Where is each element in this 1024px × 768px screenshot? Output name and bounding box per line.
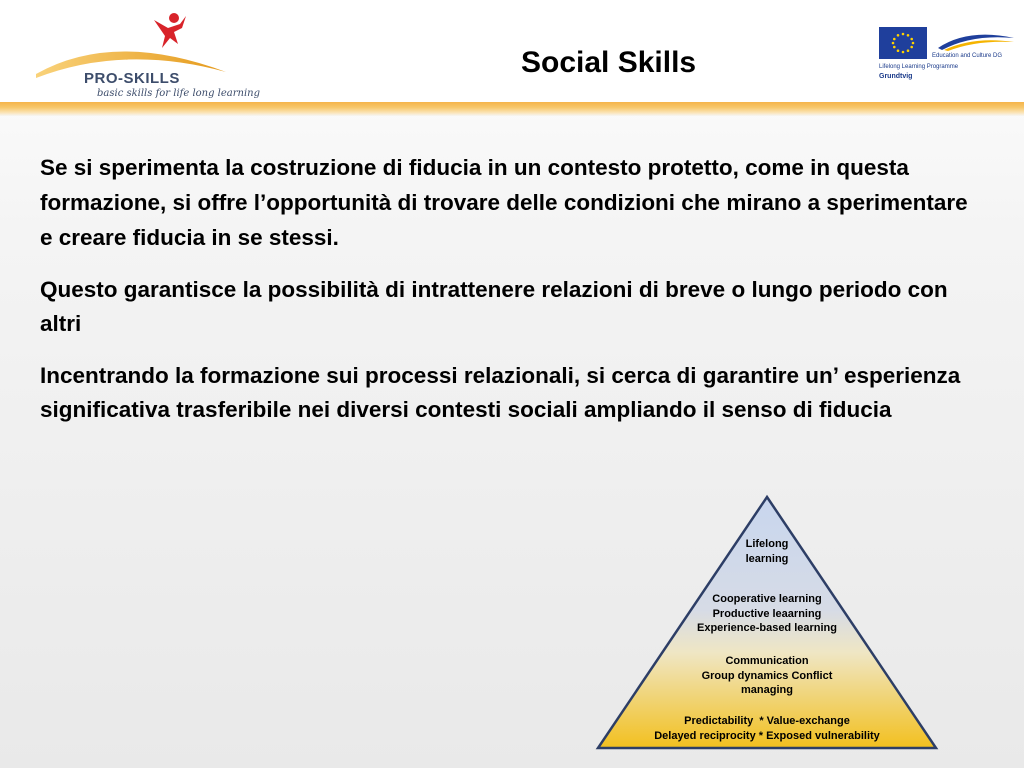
- learning-pyramid-diagram: [595, 494, 939, 752]
- pyramid-level-top: [595, 537, 939, 566]
- body-paragraph: Se si sperimenta la costruzione di fiducia in un contesto protetto, come in questa formazione, si offre l’opportunità di trovare delle condizioni che mirano a sperimentare e creare fiducia in se stessi.: [40, 155, 968, 250]
- lifelong-learning-swoosh-icon: [938, 28, 1014, 52]
- body-paragraph: Incentrando la formazione sui processi relazionali, si cerca di garantire un’ esperienza significativa trasferibile nei diversi contesti sociali ampliando il senso di fiducia: [40, 363, 961, 422]
- pro-skills-logo: [34, 8, 261, 100]
- pyramid-label: Group dynamics Conflict: [701, 669, 833, 682]
- eu-grundtvig-text: Grundtvig: [879, 73, 913, 80]
- pyramid-level-2: [595, 592, 939, 636]
- pyramid-label: Delayed reciprocity * Exposed vulnerability: [654, 729, 880, 742]
- logo-tagline: basic skills for life long learning: [97, 88, 261, 99]
- pyramid-label: Experience-based learning: [697, 622, 837, 634]
- pyramid-label: learning: [745, 552, 789, 565]
- eu-flag-icon: [879, 27, 927, 59]
- header-divider: [0, 102, 1024, 116]
- logo-name: PRO-SKILLS: [84, 70, 180, 87]
- pyramid-label: Predictability * Value-exchange: [684, 715, 850, 727]
- pyramid-level-3: [595, 654, 939, 698]
- pyramid-label: managing: [741, 684, 793, 696]
- body-paragraph: Questo garantisce la possibilità di intrattenere relazioni di breve o lungo periodo con altri: [40, 277, 948, 336]
- slide-body: [40, 150, 980, 445]
- slide-header: [0, 0, 1024, 104]
- pyramid-label: Communication: [725, 655, 809, 667]
- eu-logos: [876, 25, 1018, 89]
- page-title: Social Skills: [521, 46, 697, 79]
- pyramid-label: Cooperative learning: [712, 593, 822, 605]
- pyramid-level-base: [595, 714, 939, 743]
- pyramid-label: Productive leaarning: [712, 607, 822, 620]
- eu-dg-text: Education and Culture DG: [932, 53, 1003, 59]
- eu-programme-text: Lifelong Learning Programme: [879, 64, 959, 70]
- pyramid-label: Lifelong: [745, 538, 789, 550]
